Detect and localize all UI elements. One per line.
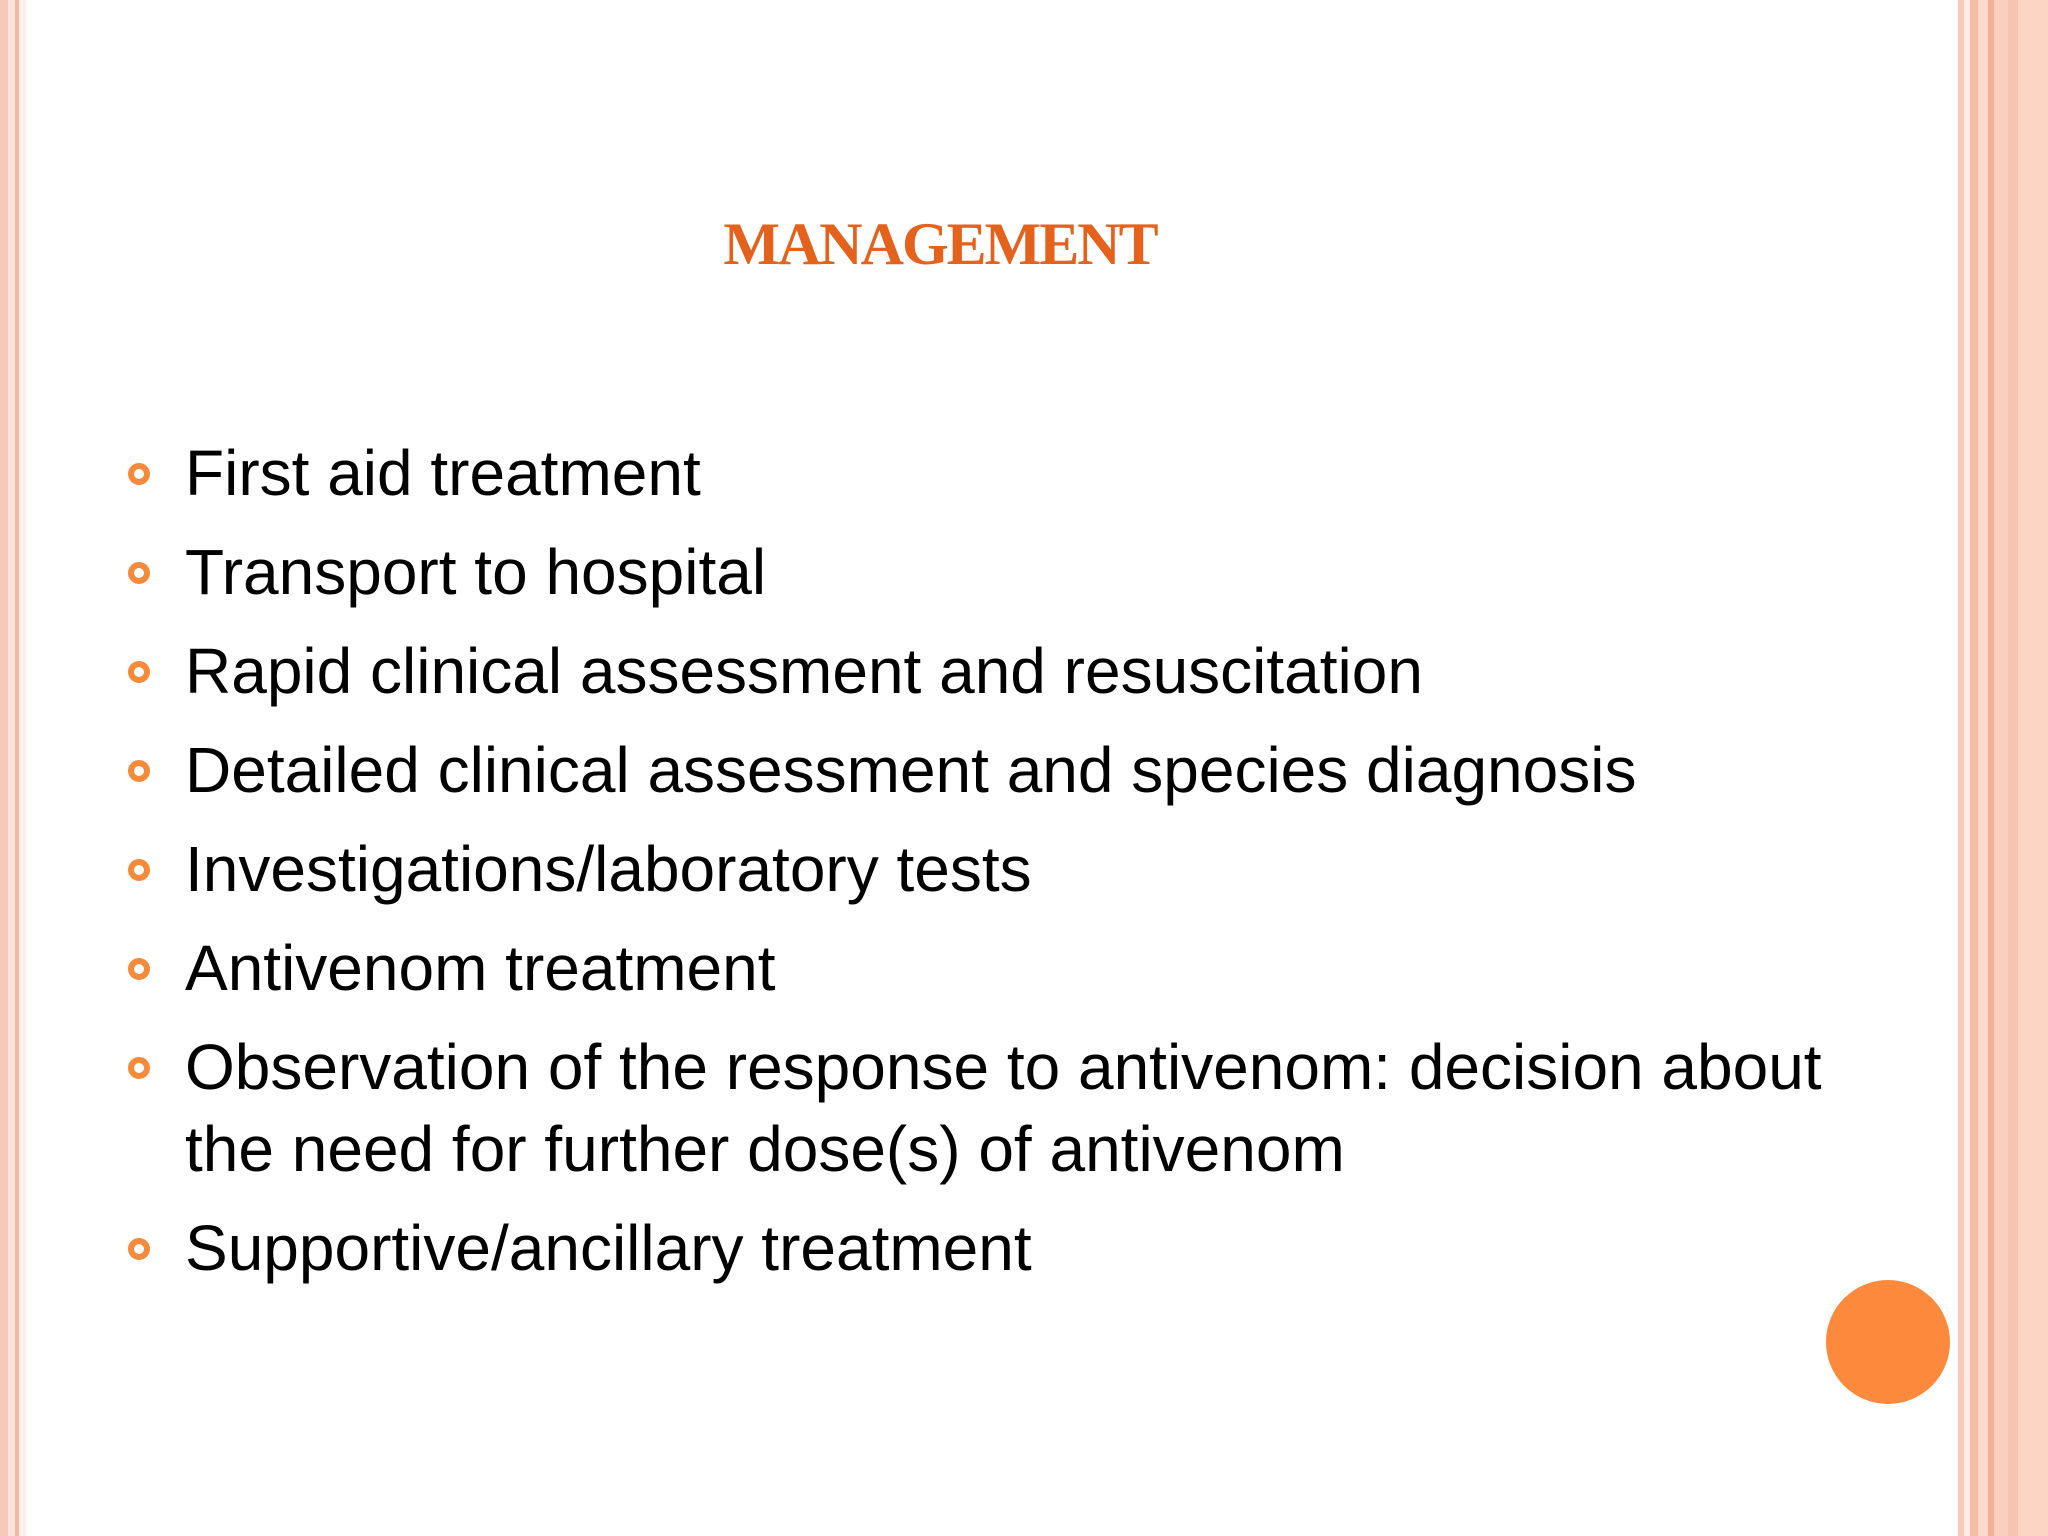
- bullet-text: Detailed clinical assessment and species diagnosis: [185, 734, 1637, 806]
- accent-circle: [1826, 1280, 1950, 1404]
- right-border-stripe: [1978, 0, 1988, 1536]
- bullet-text: Observation of the response to antivenom: decision about the need for further dose(s) of antivenom: [185, 1031, 1822, 1185]
- bullet-item: [125, 1207, 1825, 1289]
- bullet-item: [125, 828, 1825, 910]
- hollow-circle-bullet-icon: [128, 1057, 150, 1079]
- bullet-item: [125, 729, 1825, 811]
- bullet-list: [125, 432, 1825, 1306]
- bullet-text: First aid treatment: [185, 437, 701, 509]
- slide-title: MANAGEMENT: [723, 211, 1157, 277]
- hollow-circle-bullet-icon: [128, 661, 150, 683]
- hollow-circle-bullet-icon: [128, 562, 150, 584]
- bullet-item: [125, 432, 1825, 514]
- hollow-circle-bullet-icon: [128, 859, 150, 881]
- bullet-item: [125, 1026, 1825, 1190]
- hollow-circle-bullet-icon: [128, 1238, 150, 1260]
- hollow-circle-bullet-icon: [128, 760, 150, 782]
- right-border-stripe: [1970, 0, 1978, 1536]
- bullet-text: Investigations/laboratory tests: [185, 833, 1032, 905]
- bullet-text: Antivenom treatment: [185, 932, 776, 1004]
- bullet-item: [125, 927, 1825, 1009]
- bullet-item: [125, 630, 1825, 712]
- bullet-text: Rapid clinical assessment and resuscitation: [185, 635, 1423, 707]
- bullet-text: Supportive/ancillary treatment: [185, 1212, 1032, 1284]
- right-border-stripe: [2018, 0, 2048, 1536]
- right-border-stripe: [1994, 0, 2008, 1536]
- bullet-text: Transport to hospital: [185, 536, 767, 608]
- bullet-item: [125, 531, 1825, 613]
- right-border-stripe: [2008, 0, 2018, 1536]
- hollow-circle-bullet-icon: [128, 958, 150, 980]
- hollow-circle-bullet-icon: [128, 463, 150, 485]
